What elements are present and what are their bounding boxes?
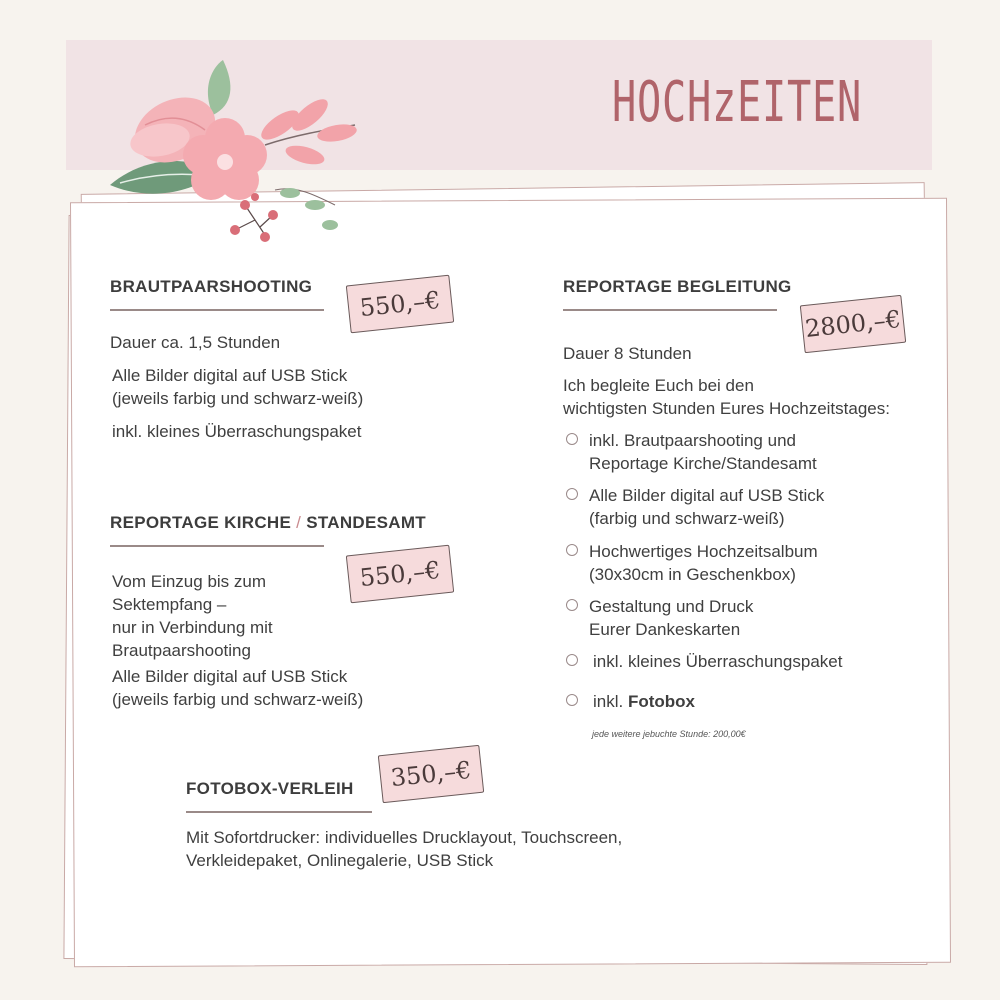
kirche-line-4: Brautpaarshooting [112, 641, 251, 660]
fotobox-price-tag: 350,–€ [378, 745, 484, 803]
kirche-heading-a: REPORTAGE KIRCHE [110, 513, 292, 532]
kirche-rule [110, 545, 324, 547]
reportage-bullet-1b: Reportage Kirche/Standesamt [589, 454, 817, 473]
reportage-bullet-4b: Eurer Dankeskarten [589, 620, 741, 639]
reportage-bullet-2b: (farbig und schwarz-weiß) [589, 509, 785, 528]
page-title: HOCHzEITEN [612, 70, 862, 135]
bullet-icon [566, 544, 578, 556]
reportage-bullet-5: inkl. kleines Überraschungspaket [593, 652, 843, 671]
brautpaar-line-1: Alle Bilder digital auf USB Stick [112, 366, 348, 385]
reportage-rule [563, 309, 777, 311]
reportage-heading: REPORTAGE BEGLEITUNG [563, 277, 792, 296]
brautpaar-line-2: (jeweils farbig und schwarz-weiß) [112, 389, 364, 408]
kirche-price-tag: 550,–€ [346, 545, 454, 604]
fotobox-line-2: Verkleidepaket, Onlinegalerie, USB Stick [186, 851, 494, 870]
fotobox-line-1: Mit Sofortdrucker: individuelles Drucklayout, Touchscreen, [186, 828, 623, 847]
reportage-bullet-4a: Gestaltung und Druck [589, 597, 754, 616]
bullet-icon [566, 433, 578, 445]
brautpaar-line-3: inkl. kleines Überraschungspaket [112, 422, 362, 441]
kirche-line-5: Alle Bilder digital auf USB Stick [112, 667, 348, 686]
reportage-bullet-1a: inkl. Brautpaarshooting und [589, 431, 796, 450]
brautpaar-price-tag: 550,–€ [346, 275, 454, 334]
kirche-line-6: (jeweils farbig und schwarz-weiß) [112, 690, 364, 709]
fotobox-heading: FOTOBOX-VERLEIH [186, 779, 354, 798]
reportage-price-tag: 2800,–€ [800, 295, 906, 353]
reportage-bullet-3a: Hochwertiges Hochzeitsalbum [589, 542, 818, 561]
brautpaar-heading: BRAUTPAARSHOOTING [110, 277, 313, 296]
bullet-icon [566, 654, 578, 666]
fotobox-rule [186, 811, 372, 813]
reportage-duration: Dauer 8 Stunden [563, 344, 692, 363]
reportage-intro-2: wichtigsten Stunden Eures Hochzeitstages: [563, 399, 890, 418]
bullet-icon [566, 599, 578, 611]
fotobox-highlight: Fotobox [627, 692, 696, 711]
kirche-line-3: nur in Verbindung mit [112, 618, 273, 637]
bullet-icon [566, 488, 578, 500]
kirche-heading-slash: / [296, 513, 302, 532]
reportage-bullet-2a: Alle Bilder digital auf USB Stick [589, 486, 825, 505]
kirche-line-2: Sektempfang – [112, 595, 227, 614]
bullet-icon [566, 694, 578, 706]
brautpaar-duration: Dauer ca. 1,5 Stunden [110, 333, 281, 352]
brautpaar-rule [110, 309, 324, 311]
reportage-bullet-3b: (30x30cm in Geschenkbox) [589, 565, 796, 584]
reportage-bullet-6 [593, 690, 695, 713]
reportage-intro-1: Ich begleite Euch bei den [563, 376, 754, 395]
extra-hour-note: jede weitere jebuchte Stunde: 200,00€ [592, 729, 746, 739]
kirche-line-1: Vom Einzug bis zum [112, 572, 267, 591]
reportage-bullet-6a: inkl. [593, 692, 628, 711]
flower-decoration-icon [105, 55, 365, 255]
kirche-heading [110, 513, 426, 533]
kirche-heading-b: STANDESAMT [306, 513, 426, 532]
